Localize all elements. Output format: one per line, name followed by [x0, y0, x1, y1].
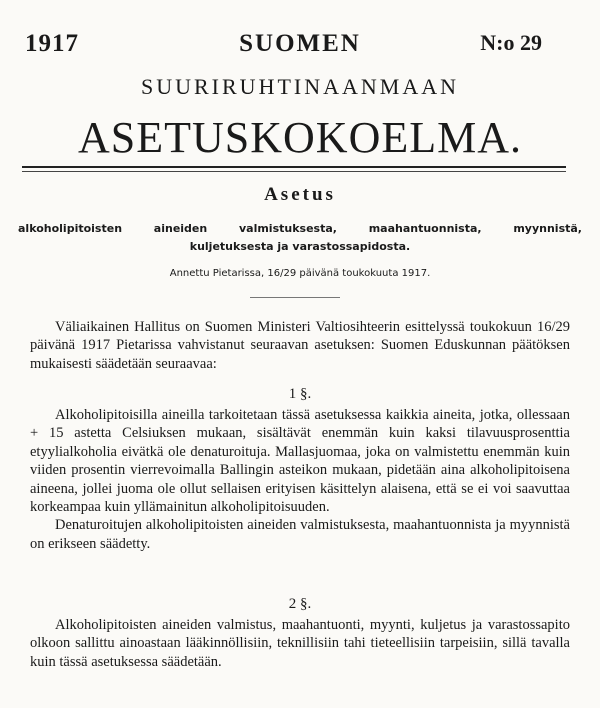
section-2-label: 2 §. [288, 596, 312, 612]
decree-topic [18, 220, 582, 256]
section-1-paragraph-2: Denaturoitujen alkoholipitoisten aineiden valmistuksesta, maahantuonnista ja myynnistä on erikseen säädetty. [30, 517, 570, 552]
section-1-paragraph-1: Alkoholipitoisilla aineilla tarkoitetaan tässä asetuksessa kaikkia aineita, jotka, ollessaan + 15 astetta Celsiuksen mukaan, sisältävät enemmän kuin kaksi tilavuusprosenttia etyylialkoholia eivätkä ole denaturoituja. Mallasjuomaa, joka on valmistettu enemmän kuin viiden prosentin vierrevoimalla Ballingin asteikon mukaan, pidetään aina alkoholipitoisena aineena, jollei juoma ole ollut sellaisen erityisen käsittelyn alaisena, että se ei voi saavuttaa korkeampaa kuin yllämainitun alkoholipitoisuuden. [30, 407, 570, 516]
section-2-paragraph-1: Alkoholipitoisten aineiden valmistus, maahantuonti, myynti, kuljetus ja varastossapito olkoon sallittu ainoastaan lääkinnöllisiin, teknillisiin tahi tieteellisiin tarpeisiin, sillä tavalla kuin tässä asetuksessa säädetään. [30, 617, 570, 670]
decree-issued: Annettu Pietarissa, 16/29 päivänä toukokuuta 1917. [169, 268, 431, 279]
decree-topic-line2: kuljetuksesta ja varastossapidosta. [189, 240, 411, 253]
masthead-subtitle: SUURIRUHTINAANMAAN [141, 74, 459, 99]
section-1-label: 1 §. [288, 386, 312, 402]
masthead-rule-thick [22, 166, 566, 168]
masthead [0, 30, 600, 60]
section-1-body [30, 406, 570, 553]
masthead-number: N:o 29 [480, 30, 542, 55]
separator-rule [250, 297, 340, 298]
decree-topic-line1: alkoholipitoisten aineiden valmistuksesta, maahantuonnista, myynnistä, [18, 222, 582, 235]
intro-paragraph [30, 318, 570, 373]
masthead-title: ASETUSKOKOELMA. [78, 113, 522, 162]
intro-text: Väliaikainen Hallitus on Suomen Ministeri Valtiosihteerin esittelyssä toukokuun 16/29 päivänä 1917 Pietarissa vahvistanut seuraavan asetuksen: Suomen Eduskunnan päätöksen mukaisesti säädetään seuraavaa: [30, 319, 570, 372]
section-2-body [30, 616, 570, 671]
masthead-rule-thin [22, 171, 566, 172]
decree-heading: Asetus [264, 184, 336, 205]
masthead-country: SUOMEN [239, 30, 361, 57]
masthead-year: 1917 [25, 30, 79, 57]
